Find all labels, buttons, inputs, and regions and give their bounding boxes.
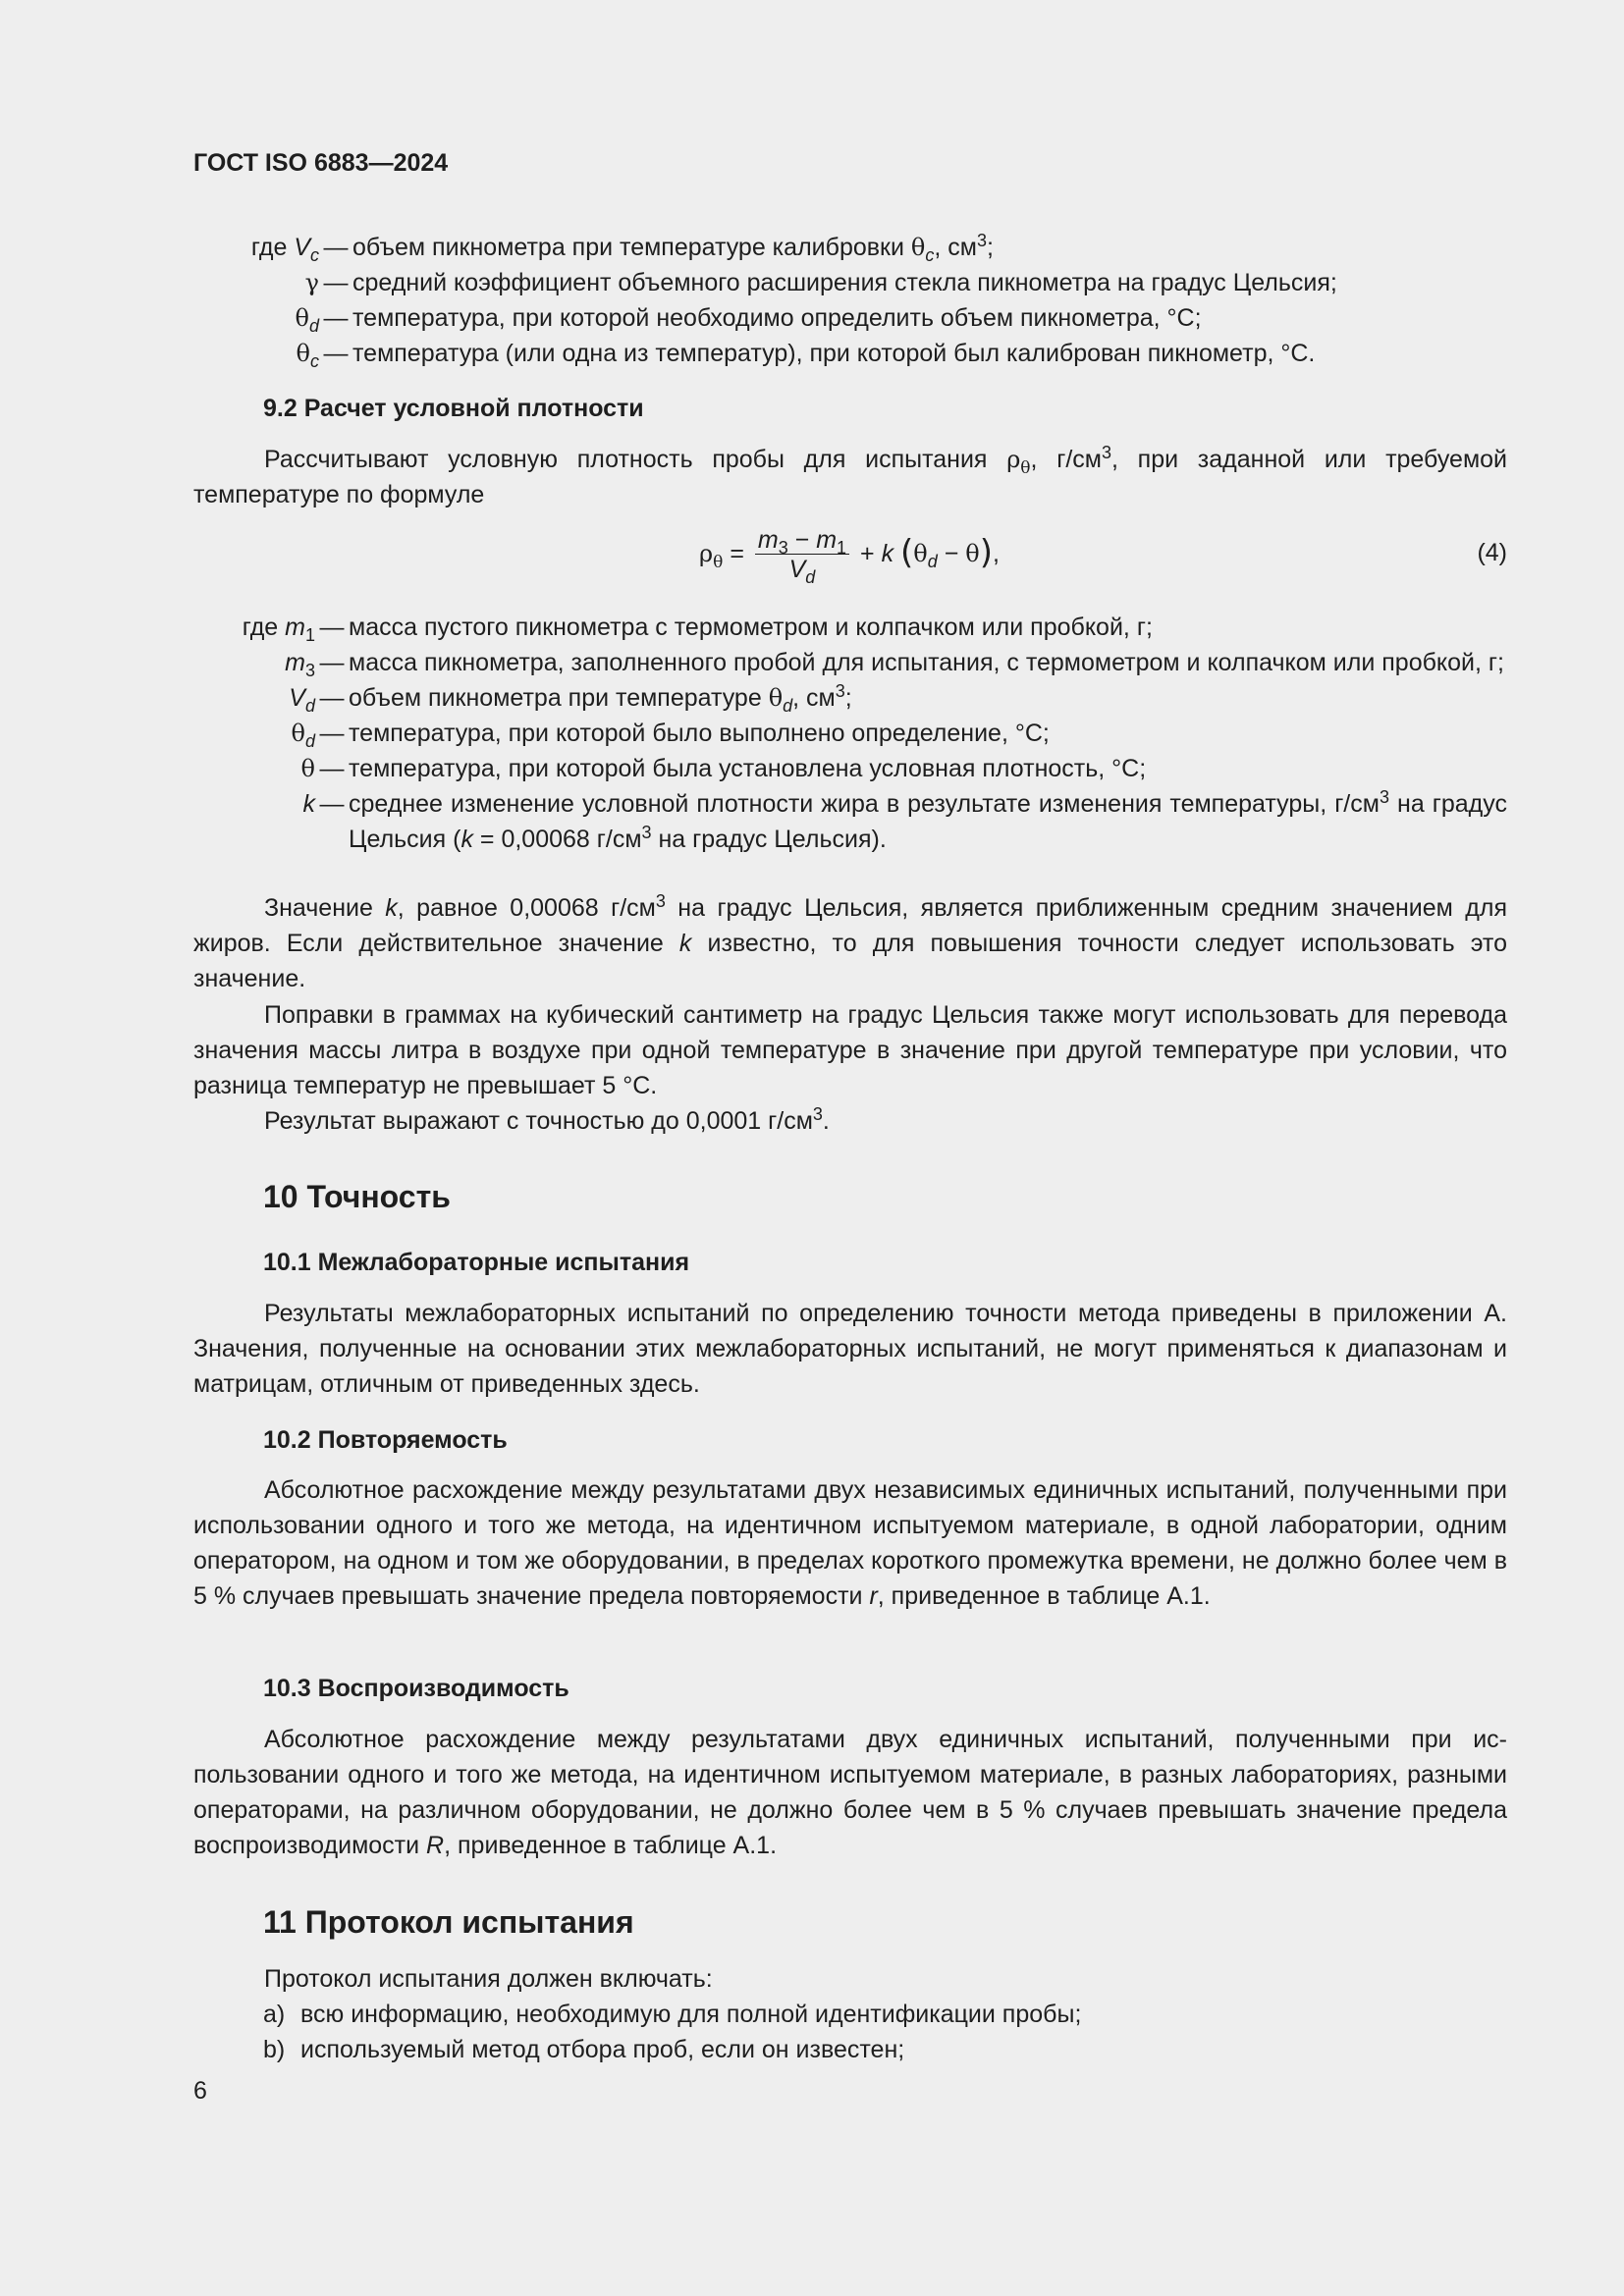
list-item: b) используемый метод отбора проб, если он известен; <box>263 2036 905 2063</box>
paragraph-11-intro: Протокол испытания должен включать: <box>264 1965 713 1993</box>
glossary-item: γ — средний коэффициент объемного расширения стекла пикнометра на градус Цельсия; <box>304 269 1337 296</box>
section-heading-11: 11 Протокол испытания <box>263 1904 634 1940</box>
glossary-item: где $V_c$ — объем пикнометра при температуре калибровки $\theta_c$, $см^3$; <box>250 231 994 265</box>
section-heading-10: 10 Точность <box>263 1179 451 1214</box>
paragraph-k-value: Значение k, равное 0,00068 $г/см^3$ на градус Цельсия, является приближенным средним значением для жиров. Если действительное значение k известно, то для повышения точности следует использовать это значение. <box>193 891 1507 992</box>
paragraph-10-2: Абсолютное расхождение между результатами двух независимых единичных испытаний, полученными при использовании одного и того же метода, на идентичном испытуемом материале, в одной лаборатории, одним оператором, на одном и том же оборудовании, в пределах короткого промежутка времени, не должно более чем в 5 % случаев превышать значение предела повторяемости r, приведенное в таблице А.1. <box>193 1476 1507 1610</box>
formula-number: (4) <box>1477 539 1507 566</box>
glossary-item: θ — температура, при которой была установлена условная плотность, °С; <box>300 755 1147 782</box>
formula-4: $\rho_\theta$ = $\frac{m_3 - m_1}{V_d}$ + k $(\theta_d - \theta)$, <box>699 526 1000 587</box>
section-heading-10-3: 10.3 Воспроизводимость <box>263 1675 569 1702</box>
doc-header: ГОСТ ISO 6883—2024 <box>193 149 449 177</box>
paragraph-corrections: Поправки в граммах на кубический сантиметр на градус Цельсия также могут использовать для перевода значения массы литра в воздухе при одной температуре в значение при другой температуре при условии, что разница температур не превышает 5 °С. <box>193 1001 1507 1099</box>
paragraph-9-2: Рассчитывают условную плотность пробы для испытания $\rho_\theta$, $г/см^3$, при заданной или требуемой температуре по формуле <box>193 443 1507 508</box>
section-heading-9-2: 9.2 Расчет условной плотности <box>263 395 644 422</box>
glossary-item: где $m_1$ — масса пустого пикнометра с термометром и колпачком или пробкой, г; <box>242 614 1153 645</box>
protocol-list <box>193 1997 1507 2067</box>
list-item: a) всю информацию, необходимую для полной идентификации пробы; <box>263 2001 1082 2028</box>
glossary-item: $\theta_d$ — температура, при которой было выполнено определение, °С; <box>291 720 1050 751</box>
glossary-item: $\theta_d$ — температура, при которой необходимо определить объем пикнометра, °С; <box>295 304 1202 336</box>
paragraph-10-3: Абсолютное расхождение между результатами двух единичных испытаний, полученными при использовании одного и того же метода, на идентичном испытуемом материале, в разных лабораториях, разными операторами, на различном оборудовании, не должно более чем в 5 % случаев превышать значение предела воспроизводимости R, приведенное в таблице А.1. <box>193 1726 1507 1859</box>
glossary-1 <box>193 230 1507 371</box>
glossary-item: $m_3$ — масса пикнометра, заполненного пробой для испытания, с термометром и колпачком или пробкой, г; <box>285 649 1504 680</box>
section-heading-10-1: 10.1 Межлабораторные испытания <box>263 1249 690 1276</box>
glossary-item: $\theta_c$ — температура (или одна из температур), при которой был калиброван пикнометр, °С. <box>296 340 1316 371</box>
glossary-item: k — среднее изменение условной плотности жира в результате изменения температуры, $г/см^3$ на градус Цельсия (k = 0,00068 $г/см^3$ на градус Цельсия). <box>302 787 1507 853</box>
fraction: $\frac{m_3 - m_1}{V_d}$ <box>755 526 849 584</box>
glossary-2 <box>193 610 1507 857</box>
paragraph-result: Результат выражают с точностью до 0,0001 $г/см^3$. <box>264 1104 830 1135</box>
page-number: 6 <box>193 2077 207 2105</box>
glossary-item: $V_d$ — объем пикнометра при температуре $\theta_d$, $см^3$; <box>289 681 852 716</box>
section-heading-10-2: 10.2 Повторяемость <box>263 1426 508 1454</box>
paragraph-10-1: Результаты межлабораторных испытаний по определению точности метода приведены в приложении А. Значения, полученные на основании этих межлабораторных испытаний, не могут применяться к диапазонам и матрицам, отличным от приведенных здесь. <box>193 1300 1507 1398</box>
